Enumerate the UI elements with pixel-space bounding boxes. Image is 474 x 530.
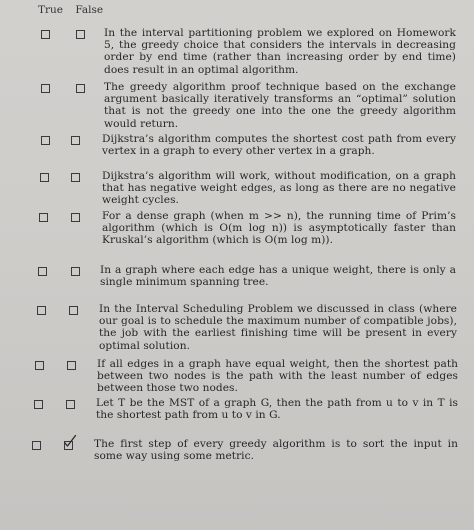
true-checkbox-5[interactable] — [39, 213, 48, 222]
true-checkbox-8[interactable] — [35, 361, 44, 370]
false-checkbox-4[interactable] — [71, 173, 80, 182]
column-headers — [38, 4, 115, 16]
true-checkbox-7[interactable] — [37, 306, 46, 315]
false-column-header: False — [75, 4, 104, 16]
false-checkbox-5[interactable] — [71, 213, 80, 222]
true-checkbox-3[interactable] — [41, 136, 50, 145]
false-checkbox-6[interactable] — [71, 267, 80, 276]
question-text-5: For a dense graph (when m >> n), the running time of Prim’s algorithm (which is O(m log n)) is asymptotically faster than Kruskal’s algorithm (which is O(m log m)). — [102, 210, 456, 247]
false-checkbox-8[interactable] — [67, 361, 76, 370]
question-text-8: If all edges in a graph have equal weight, then the shortest path between two nodes is the path with the least number of edges between those two nodes. — [97, 358, 458, 395]
false-checkbox-2[interactable] — [76, 84, 85, 93]
false-checkbox-1[interactable] — [76, 30, 85, 39]
false-checkbox-3[interactable] — [71, 136, 80, 145]
question-text-4: Dijkstra’s algorithm will work, without modification, on a graph that has negative weight edges, as long as there are no negative weight cycles. — [102, 170, 456, 207]
question-text-2: The greedy algorithm proof technique based on the exchange argument basically iteratively transforms an “optimal” solution that is not the greedy one into the one the greedy algorithm would return. — [104, 81, 456, 130]
question-text-6: In a graph where each edge has a unique weight, there is only a single minimum spanning tree. — [100, 264, 456, 289]
checkmark-icon — [63, 434, 77, 448]
question-text-7: In the Interval Scheduling Problem we discussed in class (where our goal is to schedule the maximum number of compatible jobs), the job with the earliest finishing time will be present in every optimal solution. — [99, 303, 457, 352]
question-text-1: In the interval partitioning problem we explored on Homework 5, the greedy choice that considers the intervals in decreasing order by end time (rather than increasing order by end time) does result in an optimal algorithm. — [104, 27, 456, 76]
question-text-9: Let T be the MST of a graph G, then the path from u to v in T is the shortest path from u to v in G. — [96, 397, 458, 422]
true-checkbox-6[interactable] — [38, 267, 47, 276]
true-checkbox-2[interactable] — [41, 84, 50, 93]
true-checkbox-9[interactable] — [34, 400, 43, 409]
true-checkbox-10[interactable] — [32, 441, 41, 450]
false-checkbox-9[interactable] — [66, 400, 75, 409]
true-column-header: True — [38, 4, 63, 16]
question-text-10: The first step of every greedy algorithm is to sort the input in some way using some metric. — [94, 438, 458, 463]
true-checkbox-1[interactable] — [41, 30, 50, 39]
true-checkbox-4[interactable] — [40, 173, 49, 182]
question-text-3: Dijkstra’s algorithm computes the shortest cost path from every vertex in a graph to every other vertex in a graph. — [102, 133, 456, 158]
false-checkbox-7[interactable] — [69, 306, 78, 315]
